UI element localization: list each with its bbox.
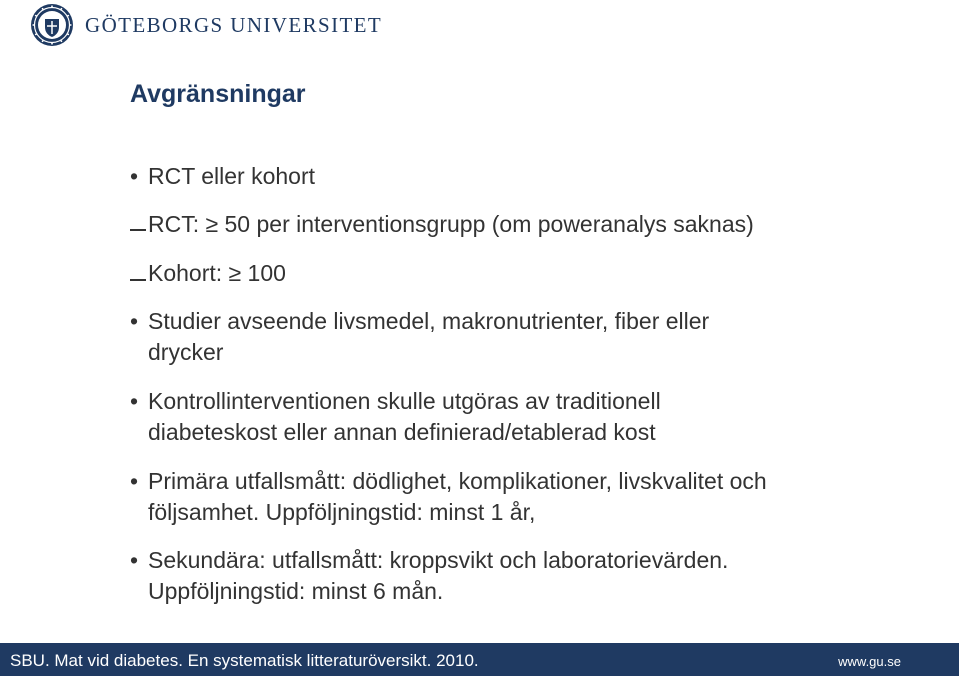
sub-bullet-text: 50 per interventionsgrupp (om poweranalys saknas)	[218, 211, 754, 237]
greater-equal-symbol: ≥	[205, 211, 219, 237]
bullet-icon: •	[130, 468, 139, 494]
bullet-icon: •	[130, 308, 139, 334]
greater-equal-symbol: ≥	[228, 260, 242, 286]
bullet-text-line1: Primära utfallsmått: dödlighet, komplikationer, livskvalitet och	[148, 468, 767, 494]
dash-icon	[130, 279, 146, 281]
header	[30, 3, 382, 47]
dash-icon	[130, 229, 146, 231]
bullet-text-line1: Studier avseende livsmedel, makronutrienter, fiber eller	[148, 308, 710, 334]
bullet-item	[148, 386, 661, 448]
footer-citation: SBU. Mat vid diabetes. En systematisk litteraturöversikt. 2010.	[10, 651, 479, 670]
bullet-text-line1: Sekundära: utfallsmått: kroppsvikt och laboratorievärden.	[148, 547, 729, 573]
footer-url-link[interactable]: www.gu.se	[838, 654, 901, 669]
bullet-text-line2: Uppföljningstid: minst 6 mån.	[148, 578, 444, 604]
university-seal-icon	[30, 3, 74, 47]
bullet-item	[148, 545, 728, 607]
bullet-text-line2: följsamhet. Uppföljningstid: minst 1 år,	[148, 499, 536, 525]
bullet-text-line2: drycker	[148, 339, 224, 365]
sub-bullet-item	[148, 258, 286, 289]
bullet-text-line2: diabeteskost eller annan definierad/etablerad kost	[148, 419, 656, 445]
sub-bullet-item	[148, 209, 754, 240]
bullet-icon: •	[130, 388, 139, 414]
sub-bullet-text: 100	[241, 260, 286, 286]
bullet-text-line1: Kontrollinterventionen skulle utgöras av traditionell	[148, 388, 661, 414]
university-name: GÖTEBORGS UNIVERSITET	[85, 12, 383, 37]
bullet-item	[148, 466, 767, 528]
bullet-item	[148, 306, 709, 368]
slide-title: Avgränsningar	[130, 80, 306, 108]
sub-bullet-prefix: Kohort:	[148, 260, 229, 286]
sub-bullet-prefix: RCT:	[148, 211, 206, 237]
bullet-text: RCT eller kohort	[148, 163, 316, 189]
bullet-icon: •	[130, 163, 139, 189]
footer-bar	[0, 643, 959, 676]
bullet-icon: •	[130, 547, 139, 573]
bullet-item	[148, 161, 315, 192]
